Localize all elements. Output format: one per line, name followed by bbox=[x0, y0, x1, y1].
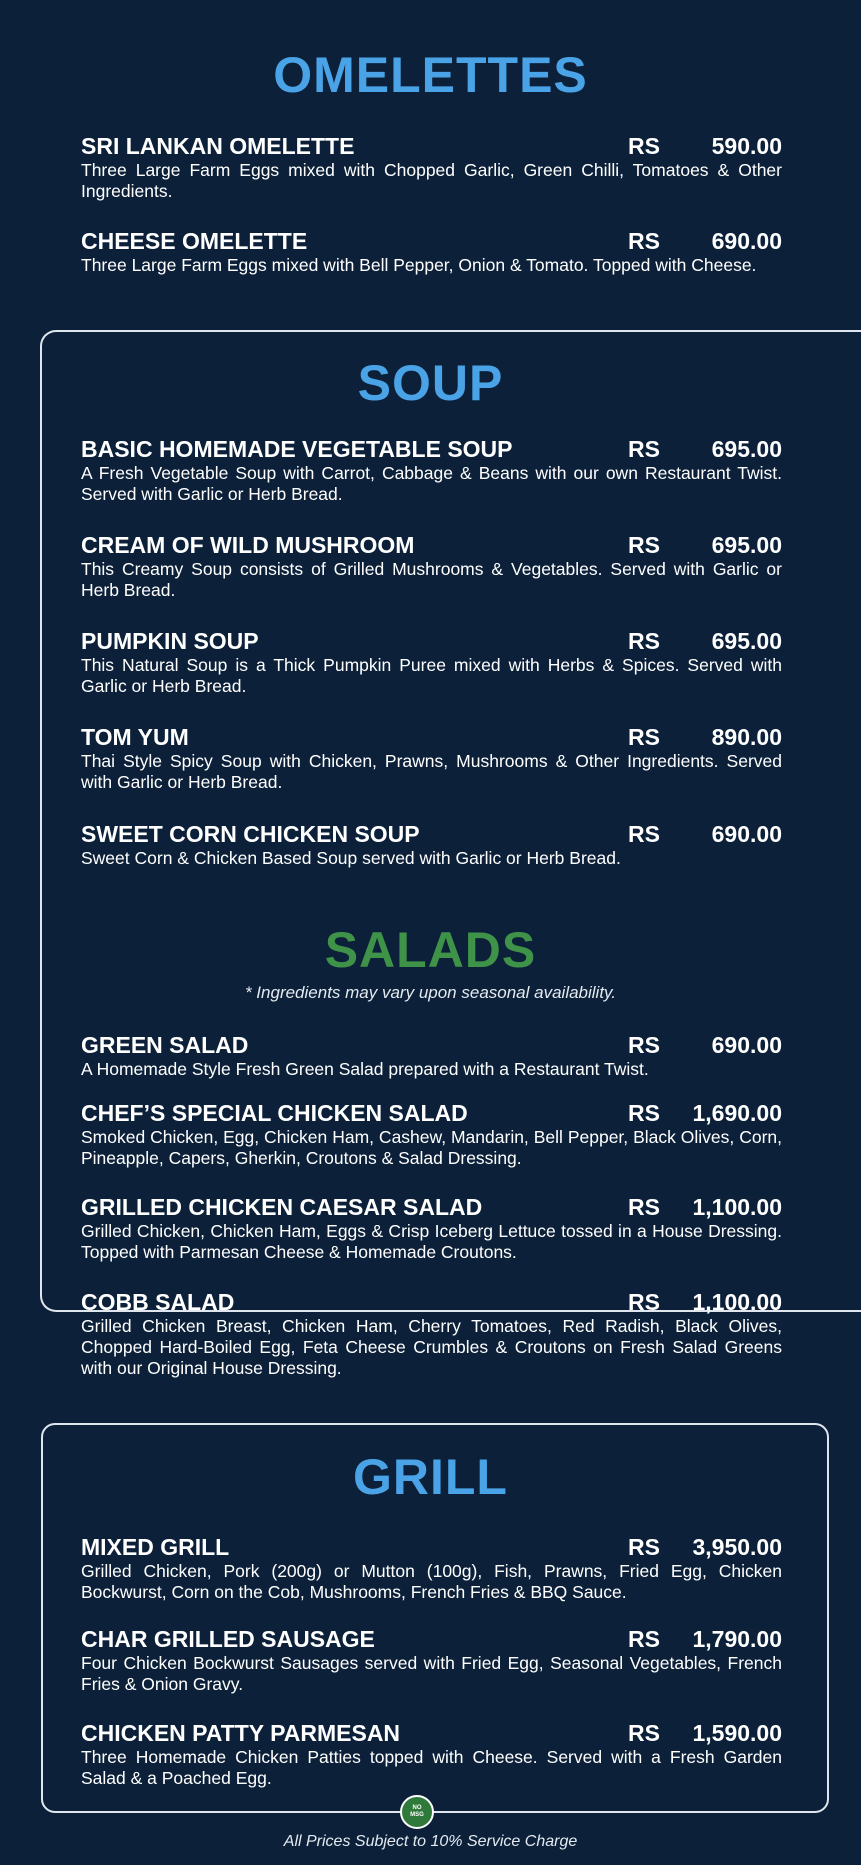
item-description: Sweet Corn & Chicken Based Soup served with Garlic or Herb Bread. bbox=[81, 848, 621, 868]
item-price bbox=[628, 532, 782, 559]
item-description: This Creamy Soup consists of Grilled Mushrooms & Vegetables. Served with Garlic or Herb Bread. bbox=[81, 559, 782, 600]
grill-title: GRILL bbox=[353, 1449, 508, 1505]
price-value: 590.00 bbox=[711, 133, 782, 159]
item-description: Grilled Chicken Breast, Chicken Ham, Cherry Tomatoes, Red Radish, Black Olives, Chopped Hard-Boiled Egg, Feta Cheese Crumbles & Croutons on Fresh Salad Greens with our Original House Dressing. bbox=[81, 1316, 782, 1378]
soup-title: SOUP bbox=[357, 355, 504, 411]
item-price bbox=[628, 821, 782, 848]
price-currency: RS bbox=[628, 1100, 660, 1126]
menu-item bbox=[81, 532, 782, 601]
menu-item bbox=[81, 1720, 782, 1789]
price-value: 690.00 bbox=[711, 1032, 782, 1058]
item-description: Three Large Farm Eggs mixed with Chopped Garlic, Green Chilli, Tomatoes & Other Ingredients. bbox=[81, 160, 782, 201]
salads-section bbox=[0, 922, 861, 1003]
item-price bbox=[628, 1720, 782, 1747]
item-name: CHEESE OMELETTE bbox=[81, 228, 308, 254]
item-description: Smoked Chicken, Egg, Chicken Ham, Cashew, Mandarin, Bell Pepper, Black Olives, Corn, Pineapple, Capers, Gherkin, Croutons & Salad Dressing. bbox=[81, 1127, 782, 1168]
item-name: MIXED GRILL bbox=[81, 1534, 230, 1560]
item-description: Three Large Farm Eggs mixed with Bell Pepper, Onion & Tomato. Topped with Cheese. bbox=[81, 255, 757, 275]
badge-line-1: NO bbox=[412, 1805, 422, 1811]
item-name: BASIC HOMEMADE VEGETABLE SOUP bbox=[81, 436, 513, 462]
menu-item bbox=[81, 724, 782, 793]
menu-item bbox=[81, 1100, 782, 1169]
price-currency: RS bbox=[628, 1032, 660, 1058]
item-description: Grilled Chicken, Chicken Ham, Eggs & Crisp Iceberg Lettuce tossed in a House Dressing. Topped with Parmesan Cheese & Homemade Croutons. bbox=[81, 1221, 782, 1262]
item-name: TOM YUM bbox=[81, 724, 189, 750]
item-description: Thai Style Spicy Soup with Chicken, Prawns, Mushrooms & Other Ingredients. Served with Garlic or Herb Bread. bbox=[81, 751, 782, 792]
price-value: 695.00 bbox=[711, 436, 782, 462]
price-currency: RS bbox=[628, 228, 660, 254]
price-value: 1,100.00 bbox=[692, 1289, 782, 1315]
price-currency: RS bbox=[628, 1194, 660, 1220]
item-name: GRILLED CHICKEN CAESAR SALAD bbox=[81, 1194, 483, 1220]
menu-item bbox=[81, 1032, 782, 1080]
item-price bbox=[628, 628, 782, 655]
item-price bbox=[628, 436, 782, 463]
price-currency: RS bbox=[628, 532, 660, 558]
price-currency: RS bbox=[628, 821, 660, 847]
price-value: 1,100.00 bbox=[692, 1194, 782, 1220]
price-value: 690.00 bbox=[711, 821, 782, 847]
badge-line-2: MSG bbox=[410, 1812, 424, 1818]
price-currency: RS bbox=[628, 436, 660, 462]
menu-item bbox=[81, 628, 782, 697]
item-name: SWEET CORN CHICKEN SOUP bbox=[81, 821, 420, 847]
menu-item bbox=[81, 228, 782, 276]
item-price bbox=[628, 228, 782, 255]
price-currency: RS bbox=[628, 1720, 660, 1746]
item-price bbox=[628, 1194, 782, 1221]
menu-item bbox=[81, 1289, 782, 1379]
menu-item bbox=[81, 133, 782, 202]
price-value: 695.00 bbox=[711, 532, 782, 558]
item-price bbox=[628, 1100, 782, 1127]
price-currency: RS bbox=[628, 1534, 660, 1560]
grill-section bbox=[0, 1449, 861, 1505]
menu-item bbox=[81, 436, 782, 505]
item-price bbox=[628, 724, 782, 751]
price-value: 1,590.00 bbox=[692, 1720, 782, 1746]
item-description: Grilled Chicken, Pork (200g) or Mutton (100g), Fish, Prawns, Fried Egg, Chicken Bockwurst, Corn on the Cob, Mushrooms, French Fries & BBQ Sauce. bbox=[81, 1561, 782, 1602]
item-price bbox=[628, 1032, 782, 1059]
price-value: 3,950.00 bbox=[692, 1534, 782, 1560]
price-value: 695.00 bbox=[711, 628, 782, 654]
salads-note: * Ingredients may vary upon seasonal availability. bbox=[244, 983, 617, 1002]
item-description: A Homemade Style Fresh Green Salad prepared with a Restaurant Twist. bbox=[81, 1059, 649, 1079]
omelettes-section bbox=[0, 47, 861, 103]
no-msg-badge-icon bbox=[400, 1795, 434, 1829]
item-description: Three Homemade Chicken Patties topped with Cheese. Served with a Fresh Garden Salad & a Poached Egg. bbox=[81, 1747, 782, 1788]
item-name: CHAR GRILLED SAUSAGE bbox=[81, 1626, 375, 1652]
price-currency: RS bbox=[628, 724, 660, 750]
item-name: CHEF’S SPECIAL CHICKEN SALAD bbox=[81, 1100, 468, 1126]
price-value: 690.00 bbox=[711, 228, 782, 254]
omelettes-title: OMELETTES bbox=[273, 47, 588, 103]
item-name: COBB SALAD bbox=[81, 1289, 235, 1315]
item-price bbox=[628, 133, 782, 160]
item-name: PUMPKIN SOUP bbox=[81, 628, 259, 654]
menu-item bbox=[81, 1194, 782, 1263]
item-description: A Fresh Vegetable Soup with Carrot, Cabbage & Beans with our own Restaurant Twist. Served with Garlic or Herb Bread. bbox=[81, 463, 782, 504]
item-name: SRI LANKAN OMELETTE bbox=[81, 133, 355, 159]
item-description: Four Chicken Bockwurst Sausages served with Fried Egg, Seasonal Vegetables, French Fries & Onion Gravy. bbox=[81, 1653, 782, 1694]
item-price bbox=[628, 1289, 782, 1316]
service-charge-note: All Prices Subject to 10% Service Charge bbox=[283, 1833, 578, 1850]
price-currency: RS bbox=[628, 1626, 660, 1652]
menu-item bbox=[81, 1534, 782, 1603]
price-value: 1,790.00 bbox=[692, 1626, 782, 1652]
item-price bbox=[628, 1534, 782, 1561]
item-name: GREEN SALAD bbox=[81, 1032, 249, 1058]
item-name: CHICKEN PATTY PARMESAN bbox=[81, 1720, 401, 1746]
price-currency: RS bbox=[628, 133, 660, 159]
menu-item bbox=[81, 821, 782, 869]
price-currency: RS bbox=[628, 628, 660, 654]
item-description: This Natural Soup is a Thick Pumpkin Puree mixed with Herbs & Spices. Served with Garlic or Herb Bread. bbox=[81, 655, 782, 696]
price-currency: RS bbox=[628, 1289, 660, 1315]
item-price bbox=[628, 1626, 782, 1653]
menu-item bbox=[81, 1626, 782, 1695]
price-value: 1,690.00 bbox=[692, 1100, 782, 1126]
soup-section bbox=[0, 355, 861, 411]
salads-title: SALADS bbox=[324, 922, 537, 978]
price-value: 890.00 bbox=[711, 724, 782, 750]
item-name: CREAM OF WILD MUSHROOM bbox=[81, 532, 415, 558]
